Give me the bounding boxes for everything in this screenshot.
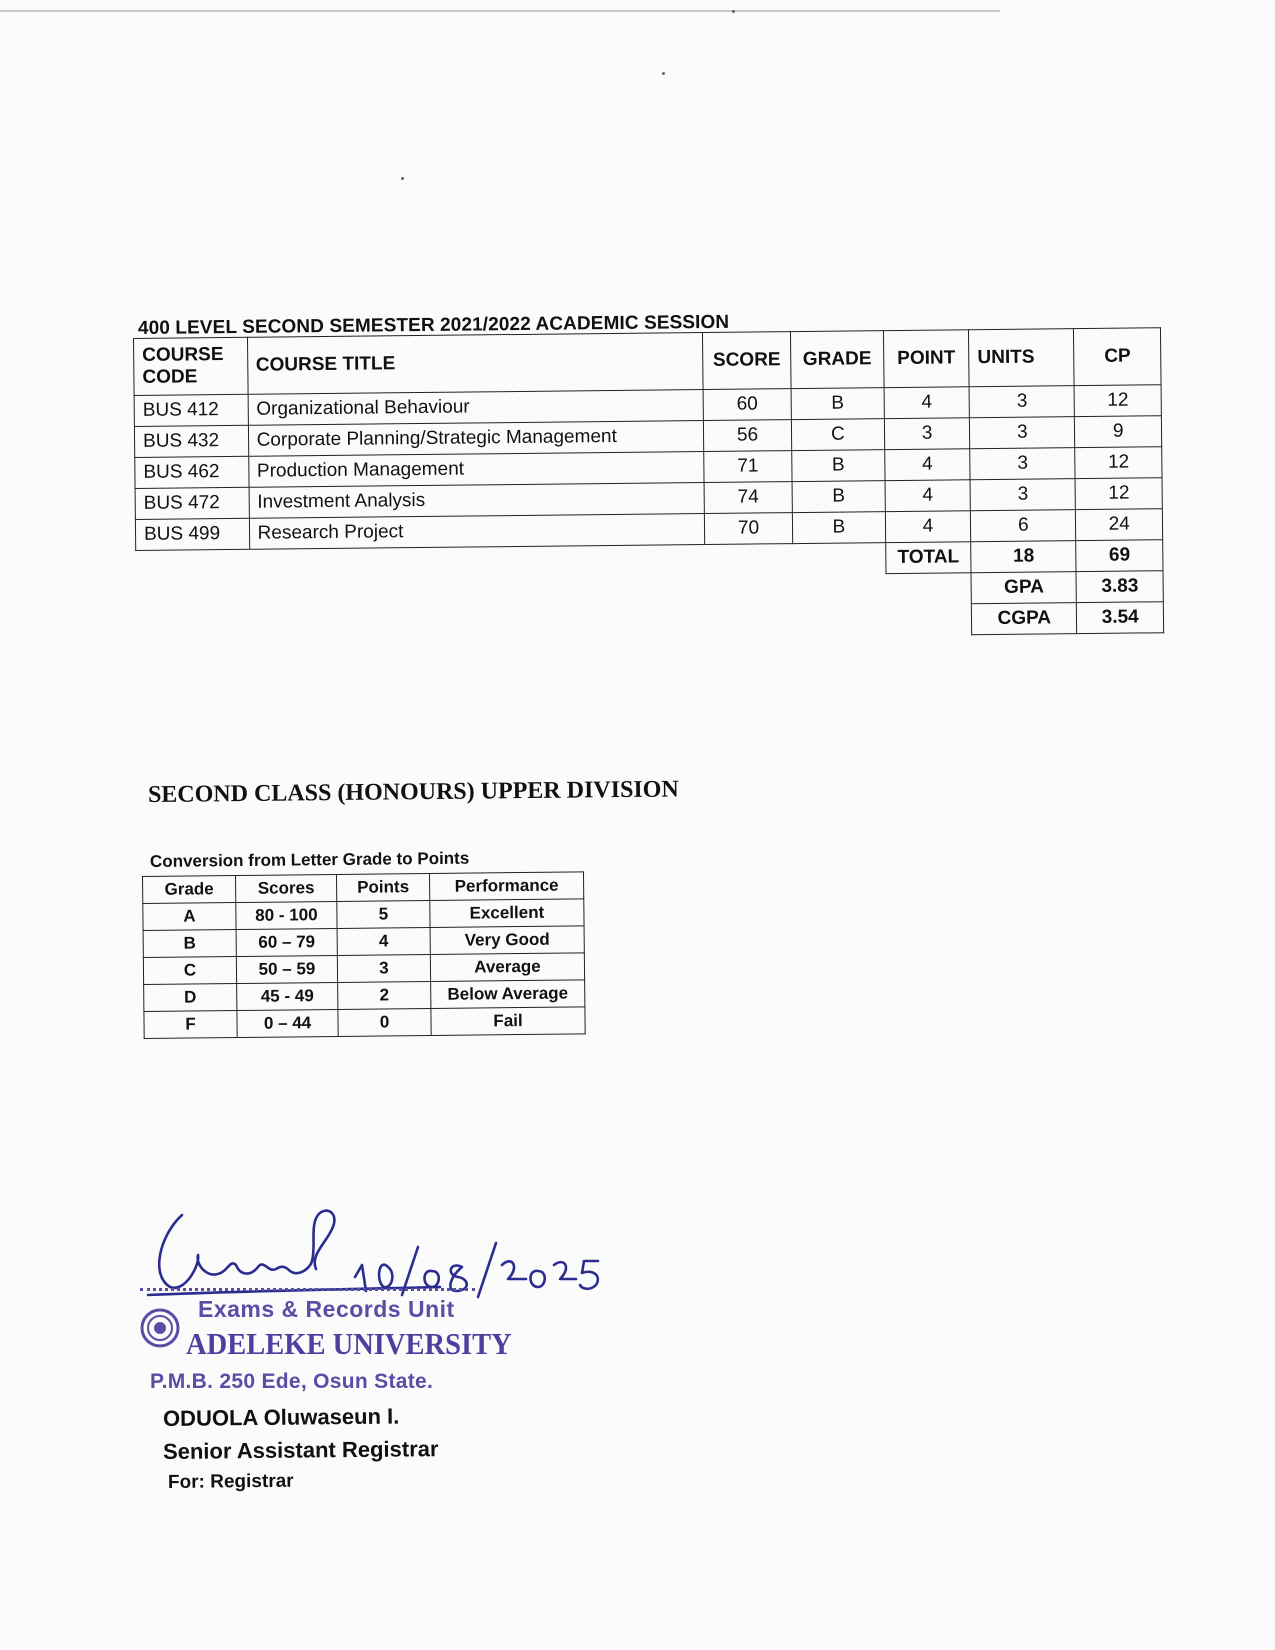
header-scores: Scores <box>236 874 337 902</box>
course-point: 4 <box>885 449 971 481</box>
header-point: POINT <box>883 330 969 388</box>
gpa-value: 3.83 <box>1076 571 1163 603</box>
course-title: Organizational Behaviour <box>248 390 704 426</box>
header-score: SCORE <box>702 332 791 390</box>
course-score: 71 <box>704 451 792 483</box>
signatory-name: ODUOLA Oluwaseun I. <box>162 1403 400 1431</box>
course-score: 60 <box>703 389 791 421</box>
scores: 50 – 59 <box>236 955 337 983</box>
stamp-address: P.M.B. 250 Ede, Osun State. <box>150 1370 434 1393</box>
header-performance: Performance <box>429 872 583 901</box>
course-grade: B <box>791 388 884 420</box>
signatory-role: Senior Assistant Registrar <box>162 1436 439 1464</box>
signatory-on-behalf: For: Registrar <box>167 1470 294 1493</box>
course-cp: 12 <box>1075 385 1162 417</box>
performance: Very Good <box>430 926 584 955</box>
course-title: Investment Analysis <box>249 483 705 519</box>
course-code: BUS 472 <box>135 487 249 519</box>
points: 3 <box>337 954 430 982</box>
points: 0 <box>338 1008 431 1036</box>
course-cp: 12 <box>1075 447 1162 479</box>
course-grade: B <box>792 481 885 513</box>
performance: Average <box>430 953 584 982</box>
course-units: 3 <box>970 479 1076 511</box>
header-course-code: COURSE CODE <box>134 337 248 395</box>
course-units: 3 <box>970 448 1076 480</box>
results-header-row <box>134 328 1162 396</box>
total-units: 18 <box>971 541 1077 573</box>
course-cp: 24 <box>1076 509 1163 541</box>
course-point: 4 <box>885 511 971 543</box>
grade: B <box>143 930 236 958</box>
header-units: UNITS <box>969 329 1075 387</box>
total-cp: 69 <box>1076 540 1163 572</box>
grade: F <box>144 1011 237 1039</box>
course-units: 3 <box>970 417 1076 449</box>
course-point: 3 <box>884 418 970 450</box>
header-grade: Grade <box>143 876 236 904</box>
university-seal-icon <box>140 1308 180 1348</box>
course-grade: C <box>791 419 884 451</box>
course-score: 70 <box>704 513 792 545</box>
header-points: Points <box>336 873 429 901</box>
scan-speck <box>732 10 735 13</box>
table-row <box>144 1007 585 1039</box>
points: 5 <box>337 900 430 928</box>
grade: D <box>144 984 237 1012</box>
scores: 0 – 44 <box>237 1009 338 1037</box>
header-grade: GRADE <box>791 331 884 389</box>
conversion-title: Conversion from Letter Grade to Points <box>149 848 470 871</box>
scores: 80 - 100 <box>236 901 337 929</box>
stamp-university: ADELEKE UNIVERSITY <box>186 1326 512 1361</box>
performance: Below Average <box>431 980 585 1009</box>
class-of-degree: SECOND CLASS (HONOURS) UPPER DIVISION <box>147 776 679 808</box>
course-grade: B <box>792 512 885 544</box>
scan-speck <box>401 177 404 180</box>
gpa-label: GPA <box>971 572 1077 604</box>
total-label: TOTAL <box>885 542 971 574</box>
course-cp: 9 <box>1075 416 1162 448</box>
points: 2 <box>338 981 431 1009</box>
scan-edge-line <box>0 10 1000 12</box>
stamp-unit: Exams & Records Unit <box>198 1296 455 1322</box>
cgpa-value: 3.54 <box>1077 602 1164 634</box>
performance: Excellent <box>430 899 584 928</box>
cgpa-label: CGPA <box>972 603 1078 635</box>
performance: Fail <box>431 1007 585 1036</box>
course-title: Research Project <box>249 514 705 550</box>
course-grade: B <box>792 450 885 482</box>
course-units: 3 <box>969 386 1075 418</box>
session-title: 400 LEVEL SECOND SEMESTER 2021/2022 ACADEMIC SESSION <box>137 311 730 339</box>
course-code: BUS 462 <box>135 456 249 488</box>
header-cp: CP <box>1074 328 1161 386</box>
course-title: Corporate Planning/Strategic Management <box>248 421 704 457</box>
points: 4 <box>337 927 430 955</box>
course-score: 56 <box>703 420 791 452</box>
course-title: Production Management <box>248 452 704 488</box>
grade: A <box>143 903 236 931</box>
course-code: BUS 432 <box>134 425 248 457</box>
results-table <box>133 327 1164 644</box>
course-score: 74 <box>704 482 792 514</box>
course-units: 6 <box>971 510 1077 542</box>
course-cp: 12 <box>1075 478 1162 510</box>
scan-speck <box>662 72 665 75</box>
course-point: 4 <box>885 480 971 512</box>
course-code: BUS 499 <box>135 518 249 550</box>
course-point: 4 <box>884 387 970 419</box>
grade: C <box>143 957 236 985</box>
scores: 45 - 49 <box>237 982 338 1010</box>
stamp-dotted-line <box>140 1288 475 1291</box>
course-code: BUS 412 <box>134 394 248 426</box>
header-course-title: COURSE TITLE <box>247 333 703 395</box>
scores: 60 – 79 <box>236 928 337 956</box>
conversion-table <box>142 871 586 1039</box>
